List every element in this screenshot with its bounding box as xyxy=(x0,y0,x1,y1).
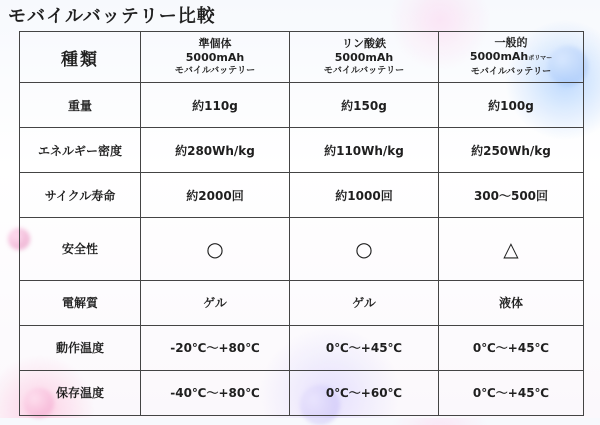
table-row-electrolyte xyxy=(20,280,584,325)
page-title: モバイルバッテリー比較 xyxy=(8,6,216,27)
header-product-kind: モバイルバッテリー xyxy=(174,65,256,76)
header-column-semi-solid xyxy=(141,32,290,83)
triangle-mark-icon: △ xyxy=(439,218,584,281)
table-cell: 約2000回 xyxy=(141,173,290,218)
row-label: 電解質 xyxy=(20,280,141,325)
row-label: 安全性 xyxy=(20,218,141,281)
row-label: エネルギー密度 xyxy=(20,128,141,173)
header-type-name: リン酸鉄 xyxy=(342,36,386,50)
table-header-row xyxy=(20,32,584,83)
table-cell: 0℃〜+45℃ xyxy=(439,370,584,415)
table-cell: 約150g xyxy=(290,83,439,128)
circle-mark-icon: ○ xyxy=(290,218,439,281)
table-cell: 約110g xyxy=(141,83,290,128)
table-cell: 0℃〜+45℃ xyxy=(439,325,584,370)
table-row-safety xyxy=(20,218,584,281)
header-column-lifepo4 xyxy=(290,32,439,83)
header-capacity-suffix: ポリマー xyxy=(528,54,553,62)
table-row-cycle-life xyxy=(20,173,584,218)
table-cell: ゲル xyxy=(290,280,439,325)
header-capacity-line xyxy=(439,50,583,66)
table-cell: -20℃〜+80℃ xyxy=(141,325,290,370)
table-row-operating-temp xyxy=(20,325,584,370)
table-cell: 約280Wh/kg xyxy=(141,128,290,173)
table-cell: 約100g xyxy=(439,83,584,128)
table-cell: 約250Wh/kg xyxy=(439,128,584,173)
header-column-general xyxy=(439,32,584,83)
table-cell: 約1000回 xyxy=(290,173,439,218)
table-row-storage-temp xyxy=(20,370,584,415)
row-label: 保存温度 xyxy=(20,370,141,415)
comparison-table xyxy=(19,31,584,416)
header-capacity: 5000mAh xyxy=(334,50,394,64)
header-capacity: 5000mAh xyxy=(185,50,245,64)
header-type-name: 一般的 xyxy=(494,35,528,49)
table-cell: 0℃〜+45℃ xyxy=(290,325,439,370)
table-cell: -40℃〜+80℃ xyxy=(141,370,290,415)
table-cell: 0℃〜+60℃ xyxy=(290,370,439,415)
circle-mark-icon: ○ xyxy=(141,218,290,281)
table-row-energy-density xyxy=(20,128,584,173)
row-label: 重量 xyxy=(20,83,141,128)
header-product-kind: モバイルバッテリー xyxy=(470,66,552,77)
table-cell: 液体 xyxy=(439,280,584,325)
table-row-weight xyxy=(20,83,584,128)
table-cell: 300〜500回 xyxy=(439,173,584,218)
table-cell: ゲル xyxy=(141,280,290,325)
header-label-cell: 種類 xyxy=(20,32,141,83)
header-capacity: 5000mAh xyxy=(469,49,529,63)
header-type-name: 準個体 xyxy=(198,36,232,50)
row-label: 動作温度 xyxy=(20,325,141,370)
row-label: サイクル寿命 xyxy=(20,173,141,218)
table-cell: 約110Wh/kg xyxy=(290,128,439,173)
header-product-kind: モバイルバッテリー xyxy=(323,65,405,76)
